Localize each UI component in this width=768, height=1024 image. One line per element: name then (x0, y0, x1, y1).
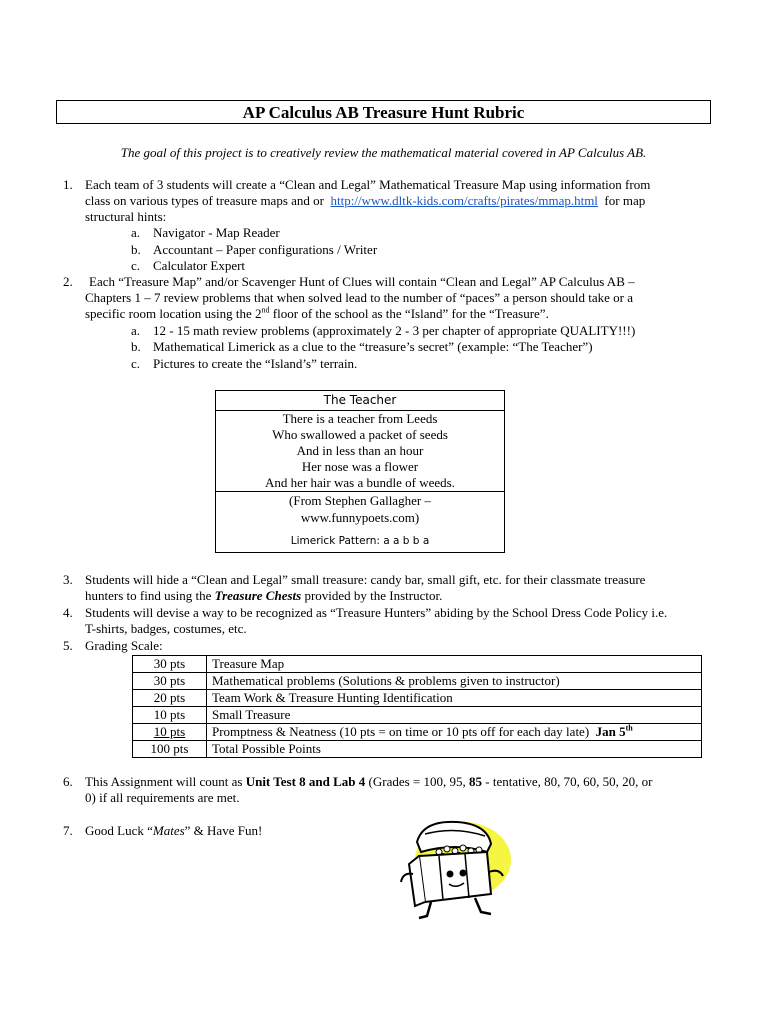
due-date-text: Jan 5 (595, 724, 626, 739)
item-1-line-2 (85, 193, 725, 209)
item-4-line-2: T-shirts, badges, costumes, etc. (85, 621, 247, 636)
item-4-number: 4. (63, 605, 73, 620)
item-7-number: 7. (63, 823, 73, 838)
item-1a-text: Navigator - Map Reader (153, 225, 280, 240)
grade-points: 100 pts (133, 741, 207, 758)
item-1-line-2-post: for map (604, 193, 646, 208)
due-date-sup: th (625, 723, 633, 733)
due-date (596, 724, 633, 739)
grade-description: Treasure Map (207, 656, 702, 673)
item-2-line-3-post: floor of the school as the “Island” for the “Treasure”. (269, 306, 549, 321)
limerick-pattern: Limerick Pattern: a a b b a (290, 535, 430, 547)
item-7-italic: Mates (152, 823, 185, 838)
item-3-line-2 (85, 588, 725, 604)
item-6-line-2: 0) if all requirements are met. (85, 790, 240, 805)
item-1-line-1: Each team of 3 students will create a “Clean and Legal” Mathematical Treasure Map using information from (85, 177, 651, 192)
document-title: AP Calculus AB Treasure Hunt Rubric (56, 100, 711, 124)
item-1c-letter: c. (131, 258, 141, 273)
limerick-box (215, 390, 505, 553)
limerick-heading: The Teacher (216, 391, 504, 411)
item-2-line-2: Chapters 1 – 7 review problems that when solved lead to the number of “paces” a person should take or a (85, 290, 633, 305)
limerick-source-2: www.funnypoets.com) (300, 510, 420, 525)
item-5-line-1: Grading Scale: (85, 638, 163, 653)
grade-points: 30 pts (133, 673, 207, 690)
item-1-line-2-pre: class on various types of treasure maps and or (85, 193, 324, 208)
item-2a-text: 12 - 15 math review problems (approximately 2 - 3 per chapter of appropriate QUALITY!!!) (153, 323, 636, 338)
goal-statement: The goal of this project is to creatively review the mathematical material covered in AP Calculus AB. (120, 145, 647, 160)
grade-description: Team Work & Treasure Hunting Identification (207, 690, 702, 707)
grading-table (132, 655, 702, 758)
grade-description: Mathematical problems (Solutions & problems given to instructor) (207, 673, 702, 690)
item-2-line-3 (85, 306, 725, 322)
item-2a-letter: a. (131, 323, 141, 338)
item-1b-letter: b. (131, 242, 141, 257)
item-7-pre: Good Luck “ (85, 823, 153, 838)
limerick-line-5: And her hair was a bundle of weeds. (265, 475, 455, 490)
item-6-bold-2: 85 (469, 774, 483, 789)
treasure-chest-icon (395, 812, 515, 924)
grade-description: Total Possible Points (207, 741, 702, 758)
item-6-mid: (Grades = 100, 95, (365, 774, 470, 789)
item-1-number: 1. (63, 177, 73, 192)
treasure-chests-emphasis: Treasure Chests (214, 588, 302, 603)
item-3-line-2-post: provided by the Instructor. (301, 588, 443, 603)
limerick-verse (216, 411, 504, 492)
item-1a-letter: a. (131, 225, 141, 240)
item-3-number: 3. (63, 572, 73, 587)
item-2c-text: Pictures to create the “Island’s” terrain. (153, 356, 358, 371)
item-1c-text: Calculator Expert (153, 258, 246, 273)
item-2-line-3-sup: nd (261, 305, 270, 315)
grade-description (207, 724, 702, 741)
limerick-line-4: Her nose was a flower (301, 459, 419, 474)
grade-points: 10 pts (133, 724, 207, 741)
limerick-line-3: And in less than an hour (296, 443, 424, 458)
item-3-line-2-pre: hunters to find using the (85, 588, 215, 603)
limerick-source-1: (From Stephen Gallagher – (289, 493, 431, 508)
table-row (133, 707, 702, 724)
limerick-line-2: Who swallowed a packet of seeds (272, 427, 448, 442)
item-7-post: ” & Have Fun! (184, 823, 263, 838)
item-6-post: - tentative, 80, 70, 60, 50, 20, or (482, 774, 653, 789)
item-6-line-1 (85, 774, 725, 790)
grade-points: 30 pts (133, 656, 207, 673)
item-4-line-1: Students will devise a way to be recognized as “Treasure Hunters” abiding by the School Dress Code Policy i.e. (85, 605, 668, 620)
table-row (133, 656, 702, 673)
grade-description-text: Promptness & Neatness (10 pts = on time or 10 pts off for each day late) (212, 724, 590, 739)
item-1-line-3: structural hints: (85, 209, 167, 224)
item-1b-text: Accountant – Paper configurations / Writer (153, 242, 378, 257)
item-2b-text: Mathematical Limerick as a clue to the “treasure’s secret” (example: “The Teacher”) (153, 339, 593, 354)
grade-points: 20 pts (133, 690, 207, 707)
map-hints-link[interactable]: http://www.dltk-kids.com/crafts/pirates/mmap.html (330, 193, 598, 208)
item-3-line-1: Students will hide a “Clean and Legal” small treasure: candy bar, small gift, etc. for their classmate treasure (85, 572, 646, 587)
table-row (133, 690, 702, 707)
grade-description: Small Treasure (207, 707, 702, 724)
grade-points: 10 pts (133, 707, 207, 724)
table-row (133, 673, 702, 690)
item-2-line-1: Each “Treasure Map” and/or Scavenger Hunt of Clues will contain “Clean and Legal” AP Calculus AB – (89, 274, 635, 289)
limerick-source (216, 492, 504, 526)
item-2-number: 2. (63, 274, 73, 289)
item-6-pre: This Assignment will count as (85, 774, 246, 789)
item-5-number: 5. (63, 638, 73, 653)
item-2b-letter: b. (131, 339, 141, 354)
table-row (133, 741, 702, 758)
item-2-line-3-pre: specific room location using the 2 (85, 306, 262, 321)
item-6-bold: Unit Test 8 and Lab 4 (245, 774, 366, 789)
chest-body (419, 852, 491, 902)
limerick-line-1: There is a teacher from Leeds (282, 411, 438, 426)
table-row (133, 724, 702, 741)
item-6-number: 6. (63, 774, 73, 789)
item-2c-letter: c. (131, 356, 141, 371)
